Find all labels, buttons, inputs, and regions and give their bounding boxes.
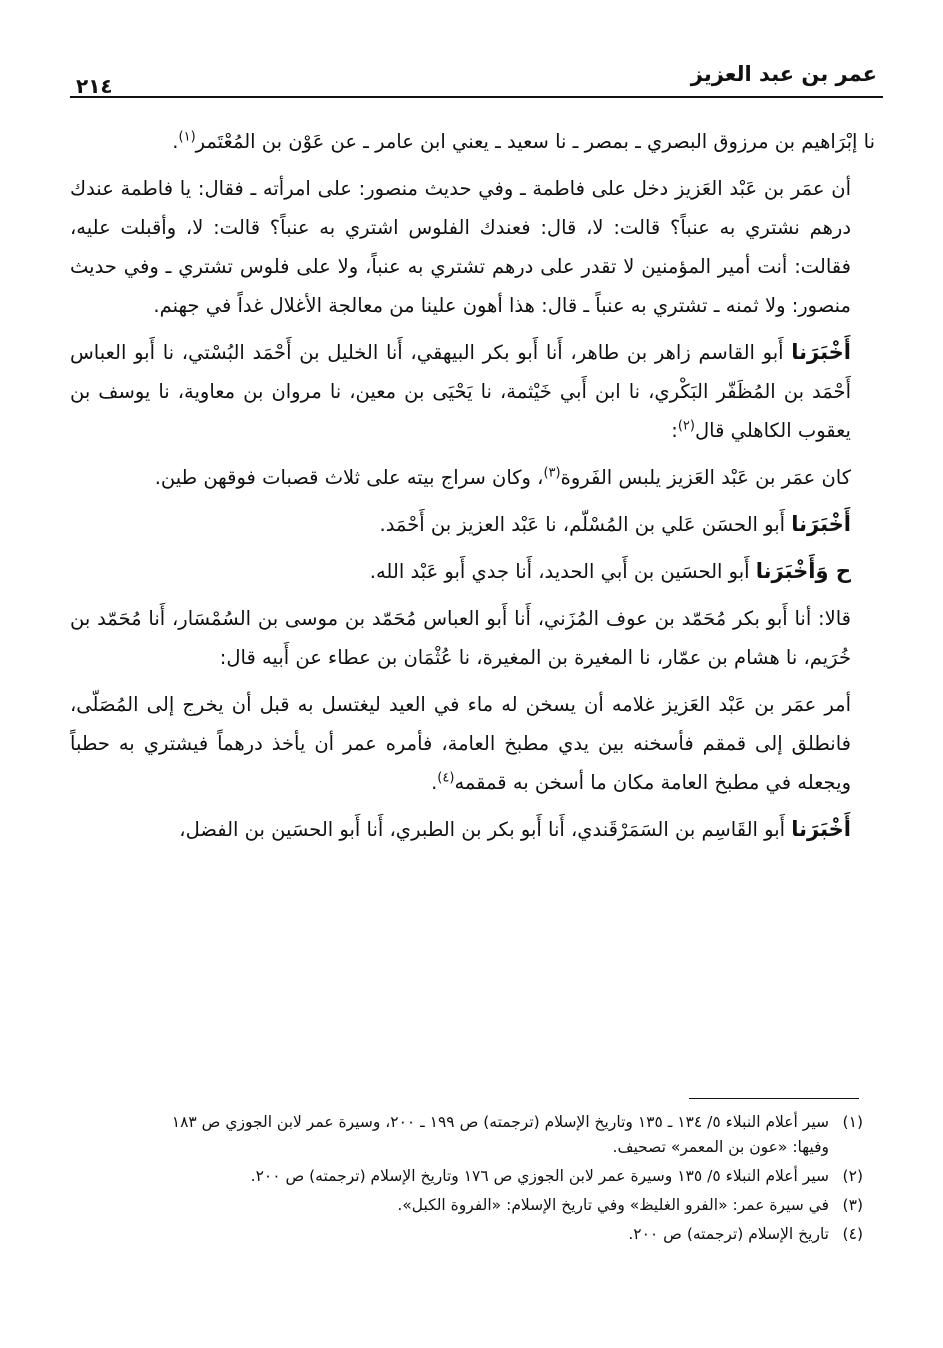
akhbarana-lead: ح وَأَخْبَرَنا bbox=[755, 559, 851, 583]
paragraph-9: أَخْبَرَنا أَبو القَاسِم بن السَمَرْقَندي، أَنا أَبو بكر بن الطبري، أَنا أَبو الحسَين بن الفضل، bbox=[179, 817, 851, 841]
footnote-1 bbox=[70, 1110, 863, 1160]
paragraph-7: قالا: أنا أَبو بكر مُحَمّد بن عوف المُزَني، أَنا أَبو العباس مُحَمّد بن موسى بن السُمْسَار، أَنا مُحَمّد بن خُرَيم، نا هشام بن عمّار، نا المغيرة بن المغيرة، نا عُثْمَان بن عطاء عن أَبيه قال: bbox=[70, 607, 851, 669]
footnote-ref: (١) bbox=[178, 129, 196, 145]
footnote-3 bbox=[70, 1193, 863, 1218]
paragraph-8: أمر عمَر بن عَبْد العَزيز غلامه أن يسخن له ماء في العيد ليغتسل به قبل أن يخرج إلى المُصَلّى، فانطلق إلى قمقم فأسخنه بين يدي مطبخ العامة، فأمره عمر أن يأخذ درهماً فيشتري به حطباً ويجعله في مطبخ العامة مكان ما أسخن به قمقمه$^{(٤)}$. bbox=[70, 693, 851, 794]
footnote-2 bbox=[70, 1164, 863, 1189]
footnote-ref: (٢) bbox=[677, 418, 695, 434]
footnote-text: سير أعلام النبلاء ٥/ ١٣٥ وسيرة عمر لابن الجوزي ص ١٧٦ وتاريخ الإسلام (ترجمته) ص ٢٠٠. bbox=[250, 1167, 829, 1185]
akhbarana-lead: أَخْبَرَنا bbox=[791, 512, 851, 536]
footnote-ref: (٤) bbox=[437, 770, 455, 786]
footnote-number: (١) bbox=[842, 1113, 863, 1131]
footnote-ref: (٣) bbox=[543, 465, 561, 481]
paragraph-6: ح وَأَخْبَرَنا أَبو الحسَين بن أَبي الحديد، أَنا جدي أَبو عَبْد الله. bbox=[369, 559, 851, 583]
page-number: ٢١٤ bbox=[76, 74, 113, 98]
footnote-text: في سيرة عمر: «الفرو الغليظ» وفي تاريخ الإسلام: «الفروة الكبل». bbox=[397, 1196, 829, 1214]
paragraph-5: أَخْبَرَنا أَبو الحسَن عَلي بن المُسْلّم، نا عَبْد العزيز بن أَحْمَد. bbox=[379, 512, 851, 536]
main-text bbox=[70, 122, 875, 857]
paragraph-2: أن عمَر بن عَبْد العَزيز دخل على فاطمة ـ وفي حديث منصور: على امرأته ـ فقال: يا فاطمة عندك درهم نشتري به عنباً؟ قالت: لا، قال: فعندك الفلوس اشتري به عنباً؟ قالت: لا، وأقبلت عليه، فقالت: أنت أمير المؤمنين لا تقدر على درهم تشتري به عنباً، ولا على فلوس تشتري ـ وفي حديث منصور: ولا ثمنه ـ تشتري به عنباً ـ قال: هذا أهون علينا من معالجة الأغلال غداً في جهنم. bbox=[70, 177, 851, 317]
footnotes bbox=[70, 1110, 863, 1251]
paragraph-4: كان عمَر بن عَبْد العَزيز يلبس الفَروة$^{(٣)}$، وكان سراج بيته على ثلاث قصبات فوقهن طين. bbox=[154, 465, 851, 489]
footnote-number: (٣) bbox=[842, 1196, 863, 1214]
footnote-text: سير أعلام النبلاء ٥/ ١٣٤ ـ ١٣٥ وتاريخ الإسلام (ترجمته) ص ١٩٩ ـ ٢٠٠، وسيرة عمر لابن الجوزي ص ١٨٣ bbox=[171, 1113, 829, 1131]
paragraph-1: نا إبْرَاهيم بن مرزوق البصري ـ بمصر ـ نا سعيد ـ يعني ابن عامر ـ عن عَوْن بن المُعْتَمر$^{(١)}$. bbox=[172, 129, 875, 153]
paragraph-3: أَخْبَرَنا أَبو القاسم زاهر بن طاهر، أَنا أَبو بكر البيهقي، أَنا الخليل بن أَحْمَد البُسْتي، نا أَبو العباس أَحْمَد بن المُظَفّر البَكْري، نا ابن أَبي خَيْثمة، نا يَحْيَى بن معين، نا مروان بن معاوية، نا يوسف بن يعقوب الكاهلي قال$^{(٢)}$: bbox=[70, 340, 851, 442]
footnote-divider bbox=[689, 1098, 859, 1099]
footnote-4 bbox=[70, 1222, 863, 1247]
running-title: عمر بن عبد العزيز bbox=[690, 62, 877, 86]
footnote-number: (٢) bbox=[842, 1167, 863, 1185]
footnote-text: تاريخ الإسلام (ترجمته) ص ٢٠٠. bbox=[628, 1225, 829, 1243]
footnote-number: (٤) bbox=[842, 1225, 863, 1243]
akhbarana-lead: أَخْبَرَنا bbox=[791, 340, 851, 364]
akhbarana-lead: أَخْبَرَنا bbox=[791, 817, 851, 841]
running-header bbox=[70, 56, 883, 98]
footnote-text-continued: وفيها: «عون بن المعمر» تصحيف. bbox=[612, 1138, 829, 1156]
